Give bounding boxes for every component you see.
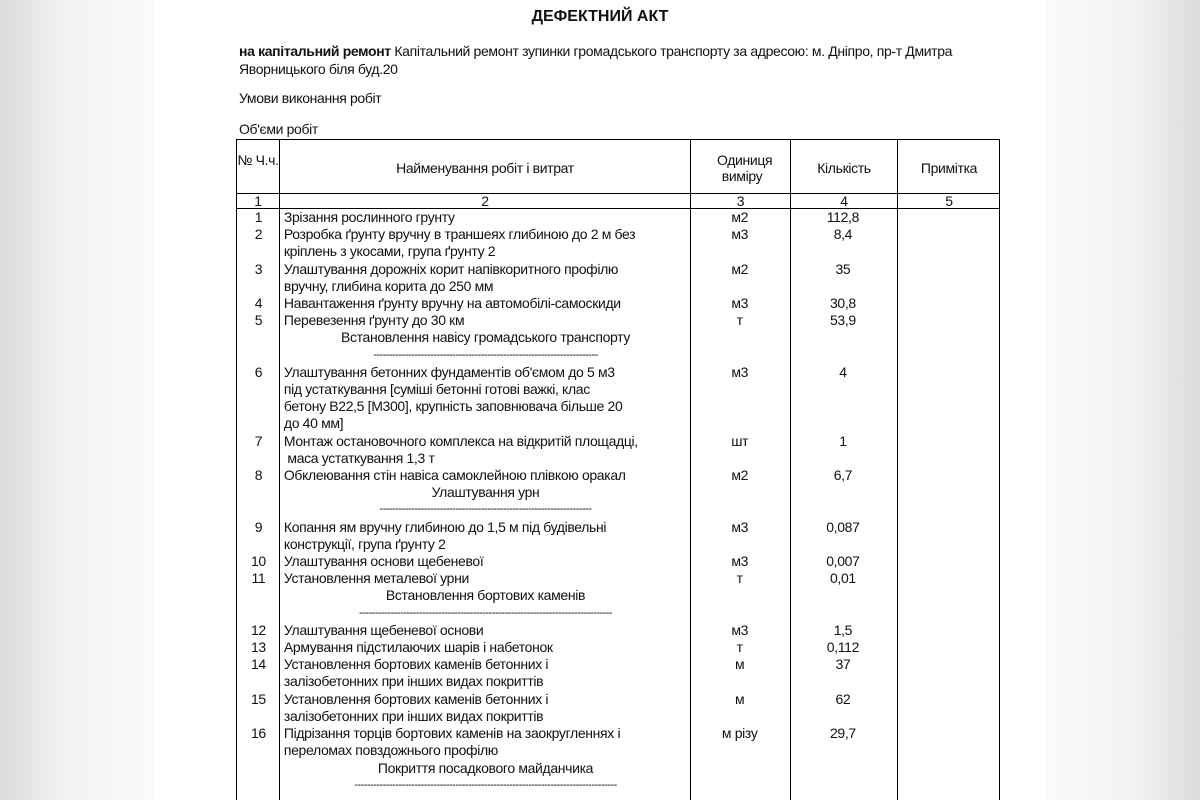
note — [896, 295, 999, 312]
unit — [690, 415, 790, 432]
quantity: 6,7 — [833, 467, 853, 484]
table-row — [237, 622, 999, 639]
note — [896, 708, 999, 725]
table-row — [237, 261, 999, 278]
table-row — [237, 639, 999, 656]
quantity: 30,8 — [829, 295, 856, 312]
section-divider: ----------------------------------------------------------------------- — [373, 348, 598, 361]
table-body — [237, 209, 999, 794]
quantity: 35 — [835, 260, 851, 277]
unit: м3 — [731, 226, 749, 243]
quantity — [790, 708, 897, 725]
table-row — [237, 691, 999, 708]
row-number: 6 — [254, 363, 263, 380]
work-name: Установлення бортових каменів бетонних і — [283, 690, 549, 707]
table-row — [237, 312, 999, 329]
row-number: 8 — [254, 467, 263, 484]
unit — [690, 398, 790, 415]
table-row — [237, 536, 999, 553]
table-row — [237, 673, 999, 690]
section-heading: Встановлення навісу громадського транспорту — [340, 329, 631, 346]
work-name: Монтаж остановочного комплекса на відкритій площадці, — [283, 432, 638, 449]
spacer — [237, 777, 280, 794]
row-number — [237, 450, 280, 467]
spacer — [237, 329, 280, 346]
row-number: 14 — [251, 656, 266, 673]
subtitle-bold: на капітальний ремонт — [239, 43, 391, 59]
work-name: залізобетонних при інших видах покриттів — [283, 707, 544, 724]
unit: м2 — [731, 260, 749, 277]
note — [896, 553, 999, 570]
row-number — [237, 381, 280, 398]
subtitle-text: Капітальний ремонт зупинки громадського транспорту за адресою: м. Дніпро, пр-т Дмитра Яворницького біля буд.20 — [239, 43, 953, 77]
section-divider: ------------------------------------------------------------------- — [379, 503, 592, 516]
note — [896, 364, 999, 381]
note — [896, 381, 999, 398]
unit — [690, 536, 790, 553]
work-name: Розробка ґрунту вручну в траншеях глибиною до 2 м без — [283, 226, 636, 243]
quantity: 0,007 — [826, 553, 860, 570]
table-row — [237, 209, 999, 226]
note — [896, 691, 999, 708]
row-number: 1 — [254, 209, 263, 225]
unit: м — [735, 690, 745, 707]
unit — [690, 673, 790, 690]
table-row — [237, 725, 999, 742]
work-name: бетону В22,5 [М300], крупність заповнювача більше 20 — [283, 398, 623, 415]
unit — [690, 742, 790, 759]
note — [896, 639, 999, 656]
unit: м різу — [721, 725, 758, 742]
header-qty: Кількість — [817, 160, 871, 176]
spacer — [237, 347, 280, 364]
note — [896, 243, 999, 260]
section-heading: Покриття посадкового майданчика — [377, 759, 594, 776]
spacer — [237, 501, 280, 518]
quantity: 62 — [835, 690, 851, 707]
quantity: 0,112 — [826, 639, 860, 656]
note — [896, 278, 999, 295]
work-name: залізобетонних при інших видах покриттів — [283, 673, 544, 690]
row-number: 2 — [254, 226, 263, 243]
note — [896, 519, 999, 536]
unit: т — [736, 639, 743, 656]
note — [896, 673, 999, 690]
note — [896, 312, 999, 329]
quantity: 37 — [835, 656, 851, 673]
row-number — [237, 673, 280, 690]
quantity — [790, 243, 897, 260]
table-row — [237, 415, 999, 432]
work-name: Навантаження ґрунту вручну на автомобілі-самоскиди — [283, 295, 621, 312]
work-name: Установлення бортових каменів бетонних і — [283, 656, 549, 673]
section-divider-row — [237, 777, 999, 794]
row-number — [237, 536, 280, 553]
section-divider-row — [237, 501, 999, 518]
note — [896, 656, 999, 673]
table-row — [237, 243, 999, 260]
unit — [690, 278, 790, 295]
table-row — [237, 519, 999, 536]
unit: т — [736, 312, 743, 329]
work-name: Обклеювання стін навіса самоклейною плівкою оракал — [283, 467, 626, 484]
work-name: Улаштування основи щебеневої — [283, 553, 484, 570]
note — [896, 742, 999, 759]
work-name: Улаштування бетонних фундаментів об'ємом до 5 м3 — [283, 363, 615, 380]
table-row — [237, 708, 999, 725]
note — [896, 450, 999, 467]
header-name: Найменування робіт і витрат — [396, 160, 574, 176]
row-number: 10 — [251, 553, 266, 570]
note — [896, 209, 999, 226]
table-row — [237, 278, 999, 295]
work-name: Армування підстилаючих шарів і набетонок — [283, 639, 553, 656]
table-row — [237, 364, 999, 381]
work-name: Установлення металевої урни — [283, 570, 469, 587]
table-row — [237, 226, 999, 243]
document-subtitle — [239, 42, 959, 78]
note — [896, 226, 999, 243]
table-row — [237, 742, 999, 759]
row-number: 15 — [251, 690, 266, 707]
row-number — [237, 398, 280, 415]
note — [896, 467, 999, 484]
table-row — [237, 398, 999, 415]
work-name: переломах повздожнього профілю — [283, 742, 498, 759]
work-name: конструкції, група ґрунту 2 — [283, 535, 446, 552]
table-row — [237, 570, 999, 587]
row-number — [237, 278, 280, 295]
table-row — [237, 450, 999, 467]
unit: м2 — [731, 209, 749, 225]
unit — [690, 381, 790, 398]
note — [896, 570, 999, 587]
unit — [690, 450, 790, 467]
work-name: маса устаткування 1,3 т — [283, 449, 435, 466]
quantity: 29,7 — [829, 725, 856, 742]
work-name: до 40 мм] — [283, 415, 344, 432]
row-number — [237, 742, 280, 759]
quantity: 0,087 — [826, 518, 860, 535]
row-number: 3 — [254, 260, 263, 277]
quantity: 112,8 — [826, 209, 860, 225]
section-divider: -------------------------------------------------------------------------------- — [358, 606, 613, 619]
table-row — [237, 553, 999, 570]
unit: м3 — [731, 553, 749, 570]
quantity — [790, 278, 897, 295]
quantity: 1 — [839, 432, 847, 449]
table-row — [237, 295, 999, 312]
section-divider-row — [237, 605, 999, 622]
quantity — [790, 450, 897, 467]
unit: м3 — [731, 621, 749, 638]
note — [896, 261, 999, 278]
row-number: 4 — [254, 295, 263, 312]
spacer — [237, 605, 280, 622]
row-number: 16 — [251, 725, 266, 742]
work-name: Підрізання торців бортових каменів на заокругленнях і — [283, 725, 621, 742]
quantity: 4 — [839, 363, 847, 380]
table-row — [237, 656, 999, 673]
note — [896, 433, 999, 450]
note — [896, 725, 999, 742]
section-heading: Улаштування урн — [431, 484, 540, 501]
row-number — [237, 708, 280, 725]
note — [896, 536, 999, 553]
quantity: 1,5 — [833, 621, 853, 638]
row-number: 13 — [251, 639, 266, 656]
section-heading-row — [237, 760, 999, 777]
work-name: Перевезення ґрунту до 30 км — [283, 312, 465, 329]
note — [896, 398, 999, 415]
volumes-label: Об'єми робіт — [239, 121, 318, 137]
header-unit: Одиниця виміру — [717, 152, 773, 184]
section-heading-row — [237, 587, 999, 604]
quantity — [790, 536, 897, 553]
row-number — [237, 415, 280, 432]
section-heading-row — [237, 329, 999, 346]
work-name: Зрізання рослинного грунту — [283, 209, 455, 225]
quantity — [790, 415, 897, 432]
conditions-label: Умови виконання робіт — [239, 90, 382, 106]
work-name: під устаткування [суміші бетонні готові важкі, клас — [283, 381, 590, 398]
unit: т — [736, 570, 743, 587]
work-name: кріплень з укосами, група ґрунту 2 — [283, 243, 496, 260]
unit: шт — [731, 432, 749, 449]
work-name: Копання ям вручну глибиною до 1,5 м під будівельні — [283, 518, 607, 535]
section-divider: ----------------------------------------------------------------------------------- — [354, 778, 617, 791]
unit: м3 — [731, 363, 749, 380]
spacer — [237, 760, 280, 777]
row-number: 12 — [251, 621, 266, 638]
section-heading: Встановлення бортових каменів — [385, 587, 586, 604]
table-row — [237, 433, 999, 450]
colnum-2: 2 — [481, 193, 489, 209]
document-title: ДЕФЕКТНИЙ АКТ — [531, 8, 669, 25]
quantity: 8,4 — [833, 226, 853, 243]
table-row — [237, 467, 999, 484]
row-number — [237, 243, 280, 260]
header-num: № Ч.ч. — [237, 152, 279, 168]
note — [896, 415, 999, 432]
quantity: 0,01 — [829, 570, 856, 587]
quantity: 53,9 — [829, 312, 856, 329]
header-note: Примітка — [920, 160, 978, 176]
unit: м3 — [731, 295, 749, 312]
colnum-4: 4 — [840, 193, 848, 209]
note — [896, 622, 999, 639]
unit — [690, 708, 790, 725]
row-number: 5 — [254, 312, 263, 329]
spacer — [237, 587, 280, 604]
quantity — [790, 673, 897, 690]
unit — [690, 243, 790, 260]
document-page — [155, 0, 1045, 800]
quantity — [790, 742, 897, 759]
colnum-1: 1 — [254, 193, 262, 209]
row-number: 11 — [251, 570, 266, 587]
work-name: вручну, глибина корита до 250 мм — [283, 277, 494, 294]
quantity — [790, 398, 897, 415]
colnum-3: 3 — [736, 193, 745, 209]
work-name: Улаштування дорожніх корит напівкоритного профілю — [283, 260, 619, 277]
unit: м3 — [731, 518, 749, 535]
spacer — [237, 484, 280, 501]
quantity — [790, 381, 897, 398]
section-divider-row — [237, 347, 999, 364]
work-name: Улаштування щебеневої основи — [283, 621, 484, 638]
works-table — [236, 139, 1000, 800]
colnum-5: 5 — [945, 193, 953, 209]
table-row — [237, 381, 999, 398]
unit: м2 — [731, 467, 749, 484]
unit: м — [735, 656, 745, 673]
row-number: 9 — [254, 518, 263, 535]
row-number: 7 — [254, 432, 263, 449]
section-heading-row — [237, 484, 999, 501]
